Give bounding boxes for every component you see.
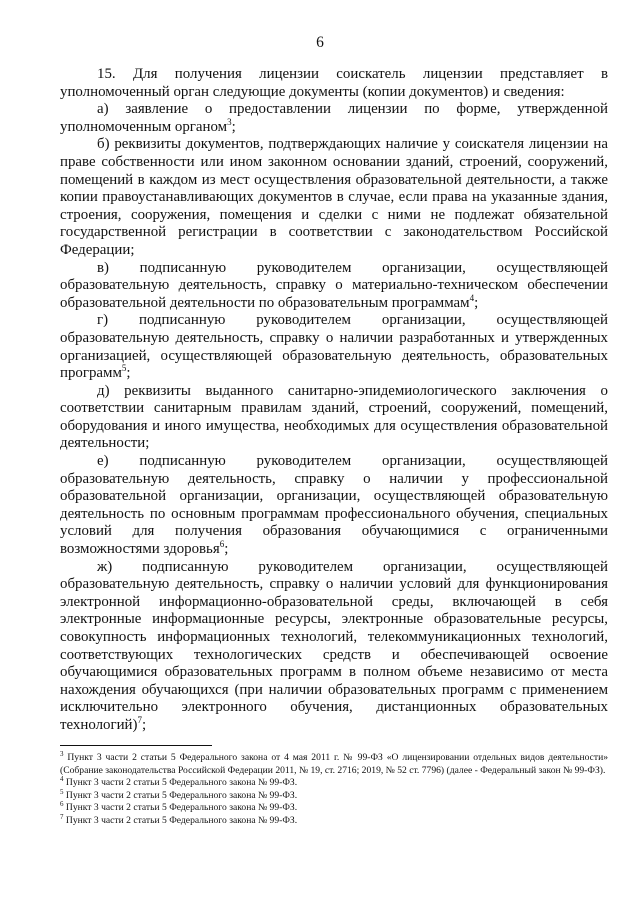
paragraph-g: г) подписанную руководителем организации, осуществляющей образовательную деятельность, справку о наличии разработанных и утвержденных организацией, осуществляющей образовательную деятельность, образовательных программ$^5$; — [60, 312, 608, 382]
footnote-7: $^7$ Пункт 3 части 2 статьи 5 Федерального закона № 99-ФЗ. — [60, 812, 298, 826]
document-body — [60, 66, 608, 735]
footnote-ref-6: 6 — [219, 539, 225, 550]
footnote-6: $^6$ Пункт 3 части 2 статьи 5 Федерального закона № 99-ФЗ. — [60, 800, 298, 814]
footnote-ref-4: 4 — [469, 292, 475, 303]
footnote-separator — [60, 745, 212, 746]
footnote-4: $^4$ Пункт 3 части 2 статьи 5 Федерального закона № 99-ФЗ. — [60, 775, 298, 789]
footnote-3: $^3$ Пункт 3 части 2 статьи 5 Федерального закона от 4 мая 2011 г. № 99-ФЗ «О лицензировании отдельных видов деятельности» (Собрание законодательства Российской Федерации 2011, № 19, ст. 2716; 2019, № 52 ст. 7796) (далее - Федеральный закон № 99-ФЗ). — [60, 749, 608, 776]
footnote-ref-3: 3 — [227, 116, 232, 127]
paragraph-d: д) реквизиты выданного санитарно-эпидемиологического заключения о соответствии санитарным правилам зданий, строений, сооружений, помещений, оборудования и иного имущества, необходимых для осуществления образовательной деятельности; — [60, 382, 608, 452]
paragraph-e: е) подписанную руководителем организации, осуществляющей образовательную деятельность, справку о наличии у профессиональной образовательной организации, организации, осуществляющей образовательную деятельность по основным программам профессионального обучения, специальных условий для получения образования обучающимися с ограниченными возможностями здоровья$^6$; — [60, 453, 608, 558]
paragraph-zh: ж) подписанную руководителем организации, осуществляющей образовательную деятельность, справку о наличии условий для функционирования электронной информационно-образовательной среды, включающей в себя электронные информационные ресурсы, электронные образовательные ресурсы, совокупность информационных технологий, телекоммуникационных технологий, соответствующих технологических средств и обеспечивающей освоение обучающимися образовательных программ в полном объеме независимо от места нахождения обучающихся (при наличии образовательных программ с применением исключительно электронного обучения, дистанционных образовательных технологий)$^7$; — [60, 558, 608, 733]
footnote-5: $^5$ Пункт 3 части 2 статьи 5 Федерального закона № 99-ФЗ. — [60, 787, 298, 801]
paragraph-b: б) реквизиты документов, подтверждающих наличие у соискателя лицензии на праве собственности или ином законном основании зданий, строений, сооружений, помещений в каждом из мест осуществления образовательной деятельности, а также копии правоустанавливающих документов в случае, если права на указанные здания, строения, сооружения, помещения и сделки с ними не подлежат обязательной государственной регистрации в соответствии с законодательством Российской Федерации; — [60, 136, 608, 258]
footnote-ref-5: 5 — [121, 363, 127, 374]
paragraph-15: 15. Для получения лицензии соискатель лицензии представляет в уполномоченный орган следующие документы (копии документов) и сведения: — [60, 66, 608, 100]
footnotes — [60, 749, 608, 828]
footnote-ref-7: 7 — [137, 715, 142, 725]
paragraph-a: а) заявление о предоставлении лицензии по форме, утвержденной уполномоченным органом$^3$; — [60, 101, 608, 135]
page-number: 6 — [316, 34, 324, 51]
paragraph-v: в) подписанную руководителем организации, осуществляющей образовательную деятельность, справку о материально-техническом обеспечении образовательной деятельности по образовательным программам$^4$; — [60, 259, 608, 311]
